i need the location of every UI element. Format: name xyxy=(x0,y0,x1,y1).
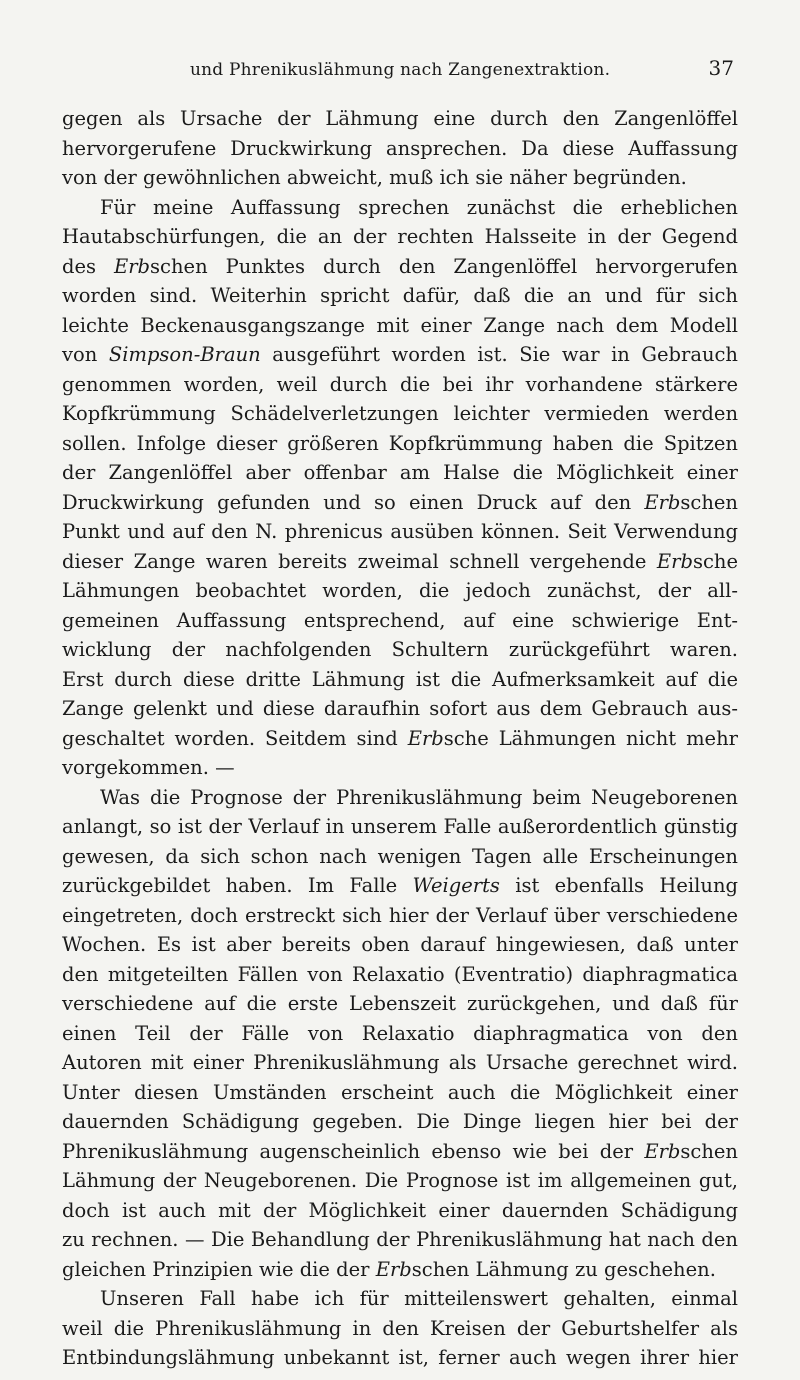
text-run: von xyxy=(62,343,109,366)
text-run: gewesen, da sich schon nach wenigen Tagen alle Erscheinungen xyxy=(62,844,738,868)
text-line xyxy=(62,606,738,636)
text-line xyxy=(62,930,738,960)
text-run: geschaltet worden. Seitdem sind xyxy=(62,726,408,750)
text-line xyxy=(62,193,738,223)
text-run: Autoren mit einer Phrenikuslähmung als Ursache gerechnet wird. xyxy=(62,1051,738,1074)
text-line xyxy=(62,783,738,813)
text-line xyxy=(62,1078,738,1108)
text-line xyxy=(62,488,738,518)
text-line xyxy=(62,960,738,990)
text-line xyxy=(62,1225,738,1255)
text-line xyxy=(62,104,738,134)
text-run: gleichen Prinzipien wie die der xyxy=(62,1257,376,1281)
page-number: 37 xyxy=(708,56,734,80)
author-name: Erb xyxy=(114,254,151,278)
text-run: Entbindungslähmung unbekannt ist, ferner auch wegen ihrer hier xyxy=(62,1346,738,1369)
text-line xyxy=(62,399,738,429)
text-run: sollen. Infolge dieser größeren Kopfkrümmung haben die Spitzen xyxy=(62,431,738,455)
text-line xyxy=(62,1166,738,1196)
text-run: Was die Prognose der Phrenikuslähmung beim Neugeborenen xyxy=(100,785,738,809)
text-run: Erst durch diese dritte Lähmung ist die Aufmerksamkeit auf die xyxy=(62,667,738,691)
paragraph xyxy=(62,104,738,193)
text-run: Druckwirkung gefunden und so einen Druck auf den xyxy=(62,490,645,514)
author-name: Erb xyxy=(656,549,693,573)
text-run: dieser Zange waren bereits zweimal schnell vergehende xyxy=(62,549,657,573)
text-run: hervorgerufene Druckwirkung ansprechen. Da diese Auffassung xyxy=(62,136,738,160)
body-text xyxy=(62,104,738,1373)
text-run: doch ist auch mit der Möglichkeit einer dauernden Schädigung xyxy=(62,1198,738,1222)
text-line xyxy=(62,547,738,577)
text-run: von der gewöhnlichen abweicht, muß ich sie näher begründen. xyxy=(62,166,687,189)
text-line xyxy=(62,576,738,606)
text-line xyxy=(62,281,738,311)
paragraph xyxy=(62,783,738,1285)
text-run: sche xyxy=(692,549,738,573)
text-run: genommen worden, weil durch die bei ihr vorhandene stärkere xyxy=(62,372,738,396)
text-run: ist ebenfalls Heilung xyxy=(499,874,738,897)
text-line xyxy=(62,1343,738,1373)
text-run: zu rechnen. — Die Behandlung der Phrenikuslähmung hat nach den xyxy=(62,1228,738,1251)
text-line xyxy=(62,989,738,1019)
author-name: Weigerts xyxy=(412,874,500,897)
text-line xyxy=(62,134,738,164)
text-run: gemeinen Auffassung entsprechend, auf eine schwierige Ent- xyxy=(62,608,738,632)
text-run: Zange gelenkt und diese daraufhin sofort aus dem Gebrauch aus- xyxy=(62,697,738,720)
text-run: Unseren Fall habe ich für mitteilenswert gehalten, einmal xyxy=(100,1287,738,1310)
text-line xyxy=(62,163,738,193)
text-line xyxy=(62,1196,738,1226)
text-line xyxy=(62,694,738,724)
running-title: und Phrenikuslähmung nach Zangenextraktion. xyxy=(190,60,611,80)
text-run: Lähmung der Neugeborenen. Die Prognose ist im allgemeinen gut, xyxy=(62,1169,738,1192)
paragraph xyxy=(62,1284,738,1373)
text-run: Phrenikuslähmung augenscheinlich ebenso wie bei der xyxy=(62,1139,645,1163)
paragraph xyxy=(62,193,738,783)
text-run: den mitgeteilten Fällen von Relaxatio (Eventratio) diaphragmatica xyxy=(62,962,738,986)
text-line xyxy=(62,340,738,370)
text-run: Lähmungen beobachtet worden, die jedoch zunächst, der all- xyxy=(62,579,738,602)
text-line xyxy=(62,812,738,842)
text-run: schen xyxy=(680,1139,738,1163)
author-name: Erb xyxy=(375,1257,412,1281)
text-run: anlangt, so ist der Verlauf in unserem Falle außerordentlich günstig xyxy=(62,815,738,838)
text-line xyxy=(62,458,738,488)
text-run: Hautabschürfungen, die an der rechten Halsseite in der Gegend xyxy=(62,225,738,248)
text-line xyxy=(62,635,738,665)
text-run: worden sind. Weiterhin spricht dafür, daß die an und für sich xyxy=(62,284,738,307)
text-line xyxy=(62,1019,738,1049)
text-run: Unter diesen Umständen erscheint auch die Möglichkeit einer xyxy=(62,1080,738,1104)
text-run: einen Teil der Fälle von Relaxatio diaphragmatica von den xyxy=(62,1021,738,1045)
text-line xyxy=(62,311,738,341)
text-run: Kopfkrümmung Schädelverletzungen leichter vermieden werden xyxy=(62,402,738,425)
text-line xyxy=(62,370,738,400)
text-run: weil die Phrenikuslähmung in den Kreisen der Geburtshelfer als xyxy=(62,1316,738,1340)
text-line xyxy=(62,1137,738,1167)
text-run: dauernden Schädigung gegeben. Die Dinge liegen hier bei der xyxy=(62,1110,738,1133)
text-run: Für meine Auffassung sprechen zunächst die erheblichen xyxy=(100,195,738,219)
text-run: ausgeführt worden ist. Sie war in Gebrauch xyxy=(260,343,738,366)
text-line xyxy=(62,429,738,459)
text-line xyxy=(62,517,738,547)
text-line xyxy=(62,1107,738,1137)
text-run: der Zangenlöffel aber offenbar am Halse die Möglichkeit einer xyxy=(62,461,738,484)
text-line xyxy=(62,724,738,754)
text-line xyxy=(62,1255,738,1285)
text-run: schen xyxy=(680,490,738,514)
text-line xyxy=(62,901,738,931)
text-line xyxy=(62,1284,738,1314)
text-run: leichte Beckenausgangszange mit einer Zange nach dem Modell xyxy=(62,313,738,337)
author-name: Erb xyxy=(407,726,444,750)
text-line xyxy=(62,222,738,252)
text-run: gegen als Ursache der Lähmung eine durch den Zangenlöffel xyxy=(62,107,738,130)
text-line xyxy=(62,871,738,901)
text-run: vorgekommen. — xyxy=(62,756,235,779)
text-line xyxy=(62,753,738,783)
text-run: Punkt und auf den N. phrenicus ausüben können. Seit Verwendung xyxy=(62,520,738,543)
text-run: wicklung der nachfolgenden Schultern zurückgeführt waren. xyxy=(62,638,738,661)
text-run: schen Lähmung zu geschehen. xyxy=(411,1257,716,1281)
text-line xyxy=(62,252,738,282)
author-name: Erb xyxy=(644,1139,681,1163)
author-name: Erb xyxy=(644,490,681,514)
text-line xyxy=(62,842,738,872)
text-line xyxy=(62,1048,738,1078)
text-run: verschiedene auf die erste Lebenszeit zurückgehen, und daß für xyxy=(62,992,738,1015)
text-line xyxy=(62,665,738,695)
running-header xyxy=(62,56,738,90)
text-run: zurückgebildet haben. Im Falle xyxy=(62,874,413,897)
author-name: Simpson-Braun xyxy=(108,343,261,366)
text-run: Wochen. Es ist aber bereits oben darauf hingewiesen, daß unter xyxy=(62,933,738,956)
text-run: sche Lähmungen nicht mehr xyxy=(443,726,738,750)
text-run: eingetreten, doch erstreckt sich hier der Verlauf über verschiedene xyxy=(62,903,738,927)
text-line xyxy=(62,1314,738,1344)
text-run: schen Punktes durch den Zangenlöffel hervorgerufen xyxy=(150,254,738,278)
text-run: des xyxy=(62,254,114,278)
